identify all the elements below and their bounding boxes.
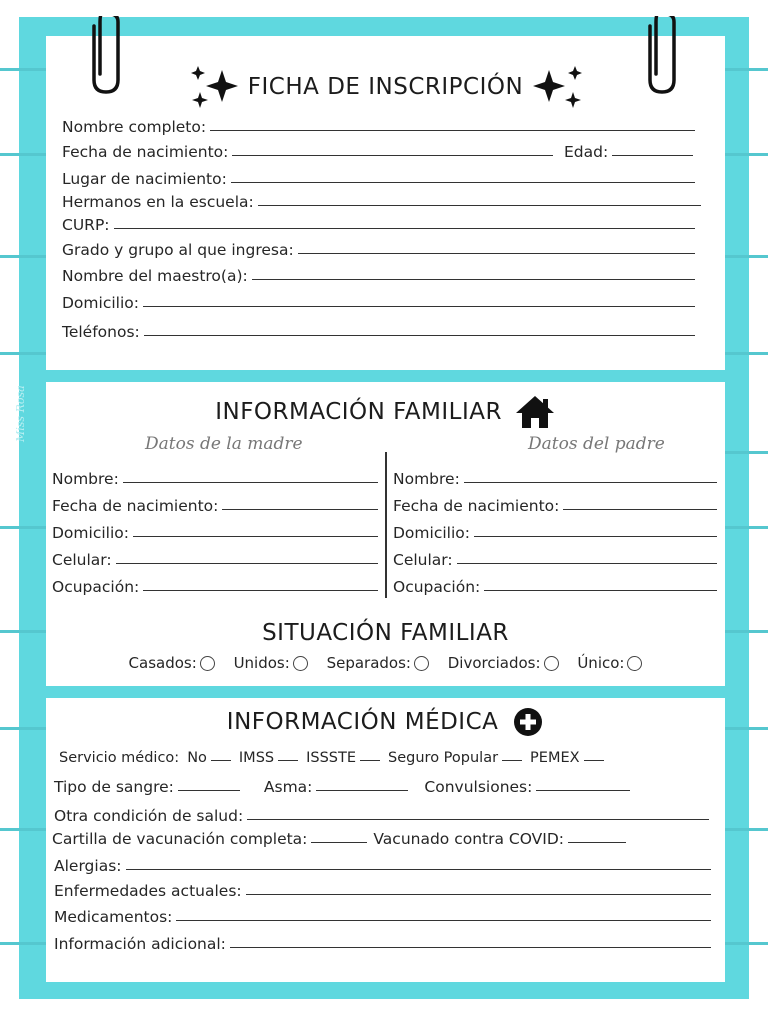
service-seguro-blank[interactable] <box>502 760 522 761</box>
radio-icon[interactable] <box>627 656 642 671</box>
situation-title: SITUACIÓN FAMILIAR <box>262 620 509 646</box>
grade-field[interactable]: Grado y grupo al que ingresa: <box>62 237 695 259</box>
ruled-line <box>0 727 46 730</box>
phones-field[interactable]: Teléfonos: <box>62 319 695 341</box>
house-icon <box>514 394 556 430</box>
blood-row: Tipo de sangre: Asma: Convulsiones: <box>54 778 630 796</box>
service-pemex-blank[interactable] <box>584 760 604 761</box>
birthplace-field[interactable]: Lugar de nacimiento: <box>62 166 695 188</box>
additional-info-field[interactable]: Información adicional: <box>54 931 711 953</box>
father-cell-field[interactable]: Celular: <box>393 547 717 569</box>
ruled-line <box>0 68 46 71</box>
registration-title-row <box>46 64 725 110</box>
ruled-line <box>722 153 768 156</box>
sparkle-icon <box>184 64 240 110</box>
option-together[interactable]: Unidos: <box>234 654 308 672</box>
father-heading: Datos del padre <box>528 434 665 454</box>
vaccination-blank[interactable] <box>311 842 367 843</box>
teacher-field[interactable]: Nombre del maestro(a): <box>62 263 695 285</box>
current-illness-field[interactable]: Enfermedades actuales: <box>54 878 711 900</box>
ruled-line <box>722 255 768 258</box>
other-condition-field[interactable]: Otra condición de salud: <box>54 803 709 825</box>
option-married[interactable]: Casados: <box>129 654 215 672</box>
radio-icon[interactable] <box>293 656 308 671</box>
father-job-field[interactable]: Ocupación: <box>393 574 717 596</box>
birthdate-field[interactable]: Fecha de nacimiento: <box>62 139 553 161</box>
column-divider <box>385 452 387 598</box>
radio-icon[interactable] <box>544 656 559 671</box>
mother-job-field[interactable]: Ocupación: <box>52 574 378 596</box>
plus-circle-icon <box>512 706 544 738</box>
option-separated[interactable]: Separados: <box>327 654 429 672</box>
medical-title-row <box>46 706 725 738</box>
name-field[interactable]: Nombre completo: <box>62 114 695 136</box>
age-field[interactable]: Edad: <box>564 139 693 161</box>
ruled-line <box>0 526 46 529</box>
ruled-line <box>0 153 46 156</box>
ruled-line <box>0 630 46 633</box>
ruled-line <box>722 451 768 454</box>
radio-icon[interactable] <box>200 656 215 671</box>
allergies-field[interactable]: Alergias: <box>54 853 711 875</box>
watermark: Miss Rosa <box>14 385 27 442</box>
family-title-row <box>46 394 725 430</box>
ruled-line <box>0 255 46 258</box>
service-no-blank[interactable] <box>211 760 231 761</box>
asthma-blank[interactable] <box>316 790 408 791</box>
ruled-line <box>0 828 46 831</box>
service-imss-blank[interactable] <box>278 760 298 761</box>
medications-field[interactable]: Medicamentos: <box>54 904 711 926</box>
medical-title: INFORMACIÓN MÉDICA <box>226 709 499 735</box>
curp-field[interactable]: CURP: <box>62 212 695 234</box>
option-single[interactable]: Único: <box>577 654 642 672</box>
ruled-line <box>722 727 768 730</box>
registration-card <box>46 36 725 370</box>
father-address-field[interactable]: Domicilio: <box>393 520 717 542</box>
mother-birthdate-field[interactable]: Fecha de nacimiento: <box>52 493 378 515</box>
ruled-line <box>722 68 768 71</box>
ruled-line <box>722 352 768 355</box>
mother-cell-field[interactable]: Celular: <box>52 547 378 569</box>
ruled-line <box>722 630 768 633</box>
family-card <box>46 382 725 686</box>
mother-heading: Datos de la madre <box>145 434 303 454</box>
father-birthdate-field[interactable]: Fecha de nacimiento: <box>393 493 717 515</box>
registration-title: FICHA DE INSCRIPCIÓN <box>247 74 524 100</box>
ruled-line <box>722 526 768 529</box>
ruled-line <box>722 942 768 945</box>
mother-address-field[interactable]: Domicilio: <box>52 520 378 542</box>
radio-icon[interactable] <box>414 656 429 671</box>
address-field[interactable]: Domicilio: <box>62 290 695 312</box>
ruled-line <box>0 352 46 355</box>
covid-blank[interactable] <box>568 842 626 843</box>
option-divorced[interactable]: Divorciados: <box>448 654 559 672</box>
sparkle-icon <box>531 64 587 110</box>
service-issste-blank[interactable] <box>360 760 380 761</box>
father-name-field[interactable]: Nombre: <box>393 466 717 488</box>
family-title: INFORMACIÓN FAMILIAR <box>215 399 502 425</box>
vaccination-row: Cartilla de vacunación completa: Vacunado contra COVID: <box>52 830 626 848</box>
blood-blank[interactable] <box>178 790 240 791</box>
seizures-blank[interactable] <box>536 790 630 791</box>
situation-options <box>46 654 725 672</box>
medical-service-row: Servicio médico: No IMSS ISSSTE Seguro Popular PEMEX <box>59 750 612 766</box>
ruled-line <box>722 828 768 831</box>
medical-card <box>46 698 725 982</box>
mother-name-field[interactable]: Nombre: <box>52 466 378 488</box>
siblings-field[interactable]: Hermanos en la escuela: <box>62 189 701 211</box>
ruled-line <box>0 942 46 945</box>
